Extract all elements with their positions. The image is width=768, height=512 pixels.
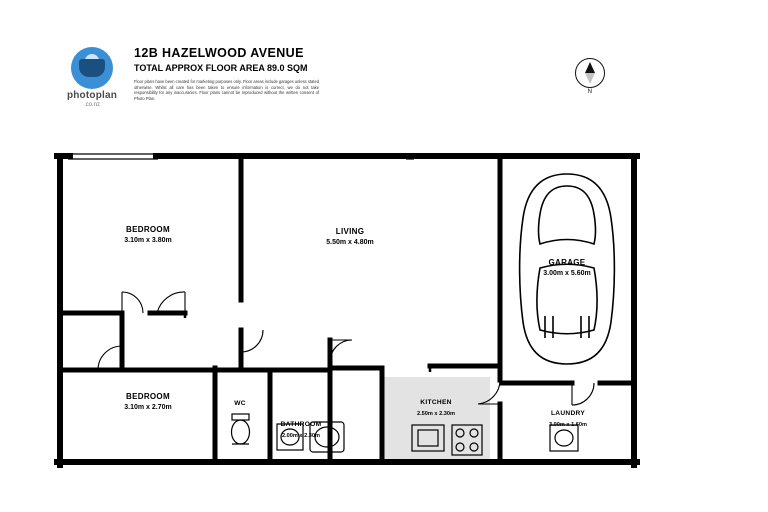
logo-name: photoplan bbox=[66, 90, 118, 101]
toilet-icon bbox=[232, 414, 250, 444]
room-label-garage: GARAGE 3.00m x 5.60m bbox=[543, 258, 591, 277]
page-title: 12B HAZELWOOD AVENUE bbox=[134, 46, 304, 60]
kitchen-floor-fill bbox=[382, 377, 490, 461]
room-label-living: LIVING 5.50m x 4.80m bbox=[326, 227, 374, 246]
logo-subtext: .co.nz bbox=[83, 102, 100, 108]
room-label-wc: WC bbox=[234, 400, 246, 407]
room-label-bedroom-1: BEDROOM 3.10m x 3.80m bbox=[124, 225, 172, 244]
room-label-bathroom: BATHROOM 2.00m x 2.30m bbox=[280, 421, 322, 439]
room-label-bedroom-2: BEDROOM 3.10m x 2.70m bbox=[124, 392, 172, 411]
floor-area-subtitle: TOTAL APPROX FLOOR AREA 89.0 SQM bbox=[134, 63, 308, 73]
compass-label: N bbox=[587, 89, 593, 95]
room-label-kitchen: KITCHEN 2.50m x 2.30m bbox=[417, 399, 455, 417]
disclaimer-text: Floor plans have been created for marketing purposes only. Floor areas include garages unless stated otherwise. Whilst all care has been taken to ensure information is correct, we do not take responsibility for any inaccuracies. Floor plans cannot be reproduced without the written consent of Photo Plan. bbox=[134, 79, 319, 101]
room-label-laundry: LAUNDRY 3.00m x 1.60m bbox=[549, 410, 587, 428]
